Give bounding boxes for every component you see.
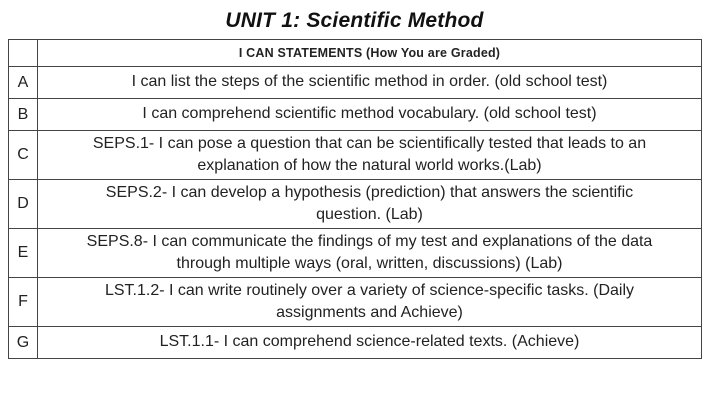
- table-row-b: [9, 99, 702, 131]
- table-row-f: [9, 278, 702, 327]
- statement-line: LST.1.2- I can write routinely over a variety of science-specific tasks. (Daily: [104, 281, 635, 299]
- row-statement: [38, 99, 702, 131]
- statement-line: I can list the steps of the scientific method in order. (old school test): [131, 73, 608, 91]
- statement-line: I can comprehend scientific method vocabulary. (old school test): [142, 105, 597, 123]
- table-row-c: [9, 131, 702, 180]
- page-title: UNIT 1: Scientific Method: [225, 9, 484, 32]
- statement-line: SEPS.8- I can communicate the findings of my test and explanations of the data: [86, 232, 653, 250]
- table-header-row: [9, 40, 702, 67]
- row-letter: D: [9, 180, 38, 229]
- statement-line: question. (Lab): [316, 206, 423, 223]
- row-statement: [38, 327, 702, 359]
- table-header: I CAN STATEMENTS (How You are Graded): [38, 40, 702, 67]
- row-statement: [38, 180, 702, 229]
- row-letter: C: [9, 131, 38, 180]
- row-letter: B: [9, 99, 38, 131]
- row-statement: [38, 131, 702, 180]
- row-statement: [38, 67, 702, 99]
- row-letter: G: [9, 327, 38, 359]
- row-statement: [38, 229, 702, 278]
- statement-line: SEPS.2- I can develop a hypothesis (prediction) that answers the scientific: [105, 183, 634, 201]
- row-letter: F: [9, 278, 38, 327]
- row-letter: E: [9, 229, 38, 278]
- i-can-statements-table: [8, 39, 702, 359]
- header-empty-cell: [9, 40, 38, 67]
- row-letter: A: [9, 67, 38, 99]
- table-row-e: [9, 229, 702, 278]
- table-row-d: [9, 180, 702, 229]
- statement-line: assignments and Achieve): [276, 304, 463, 321]
- statement-line: through multiple ways (oral, written, discussions) (Lab): [176, 255, 563, 272]
- statement-line: explanation of how the natural world works.(Lab): [197, 157, 542, 174]
- table-row-g: [9, 327, 702, 359]
- statement-line: LST.1.1- I can comprehend science-related texts. (Achieve): [159, 333, 580, 351]
- row-statement: [38, 278, 702, 327]
- table-row-a: [9, 67, 702, 99]
- statement-line: SEPS.1- I can pose a question that can be scientifically tested that leads to an: [92, 134, 647, 152]
